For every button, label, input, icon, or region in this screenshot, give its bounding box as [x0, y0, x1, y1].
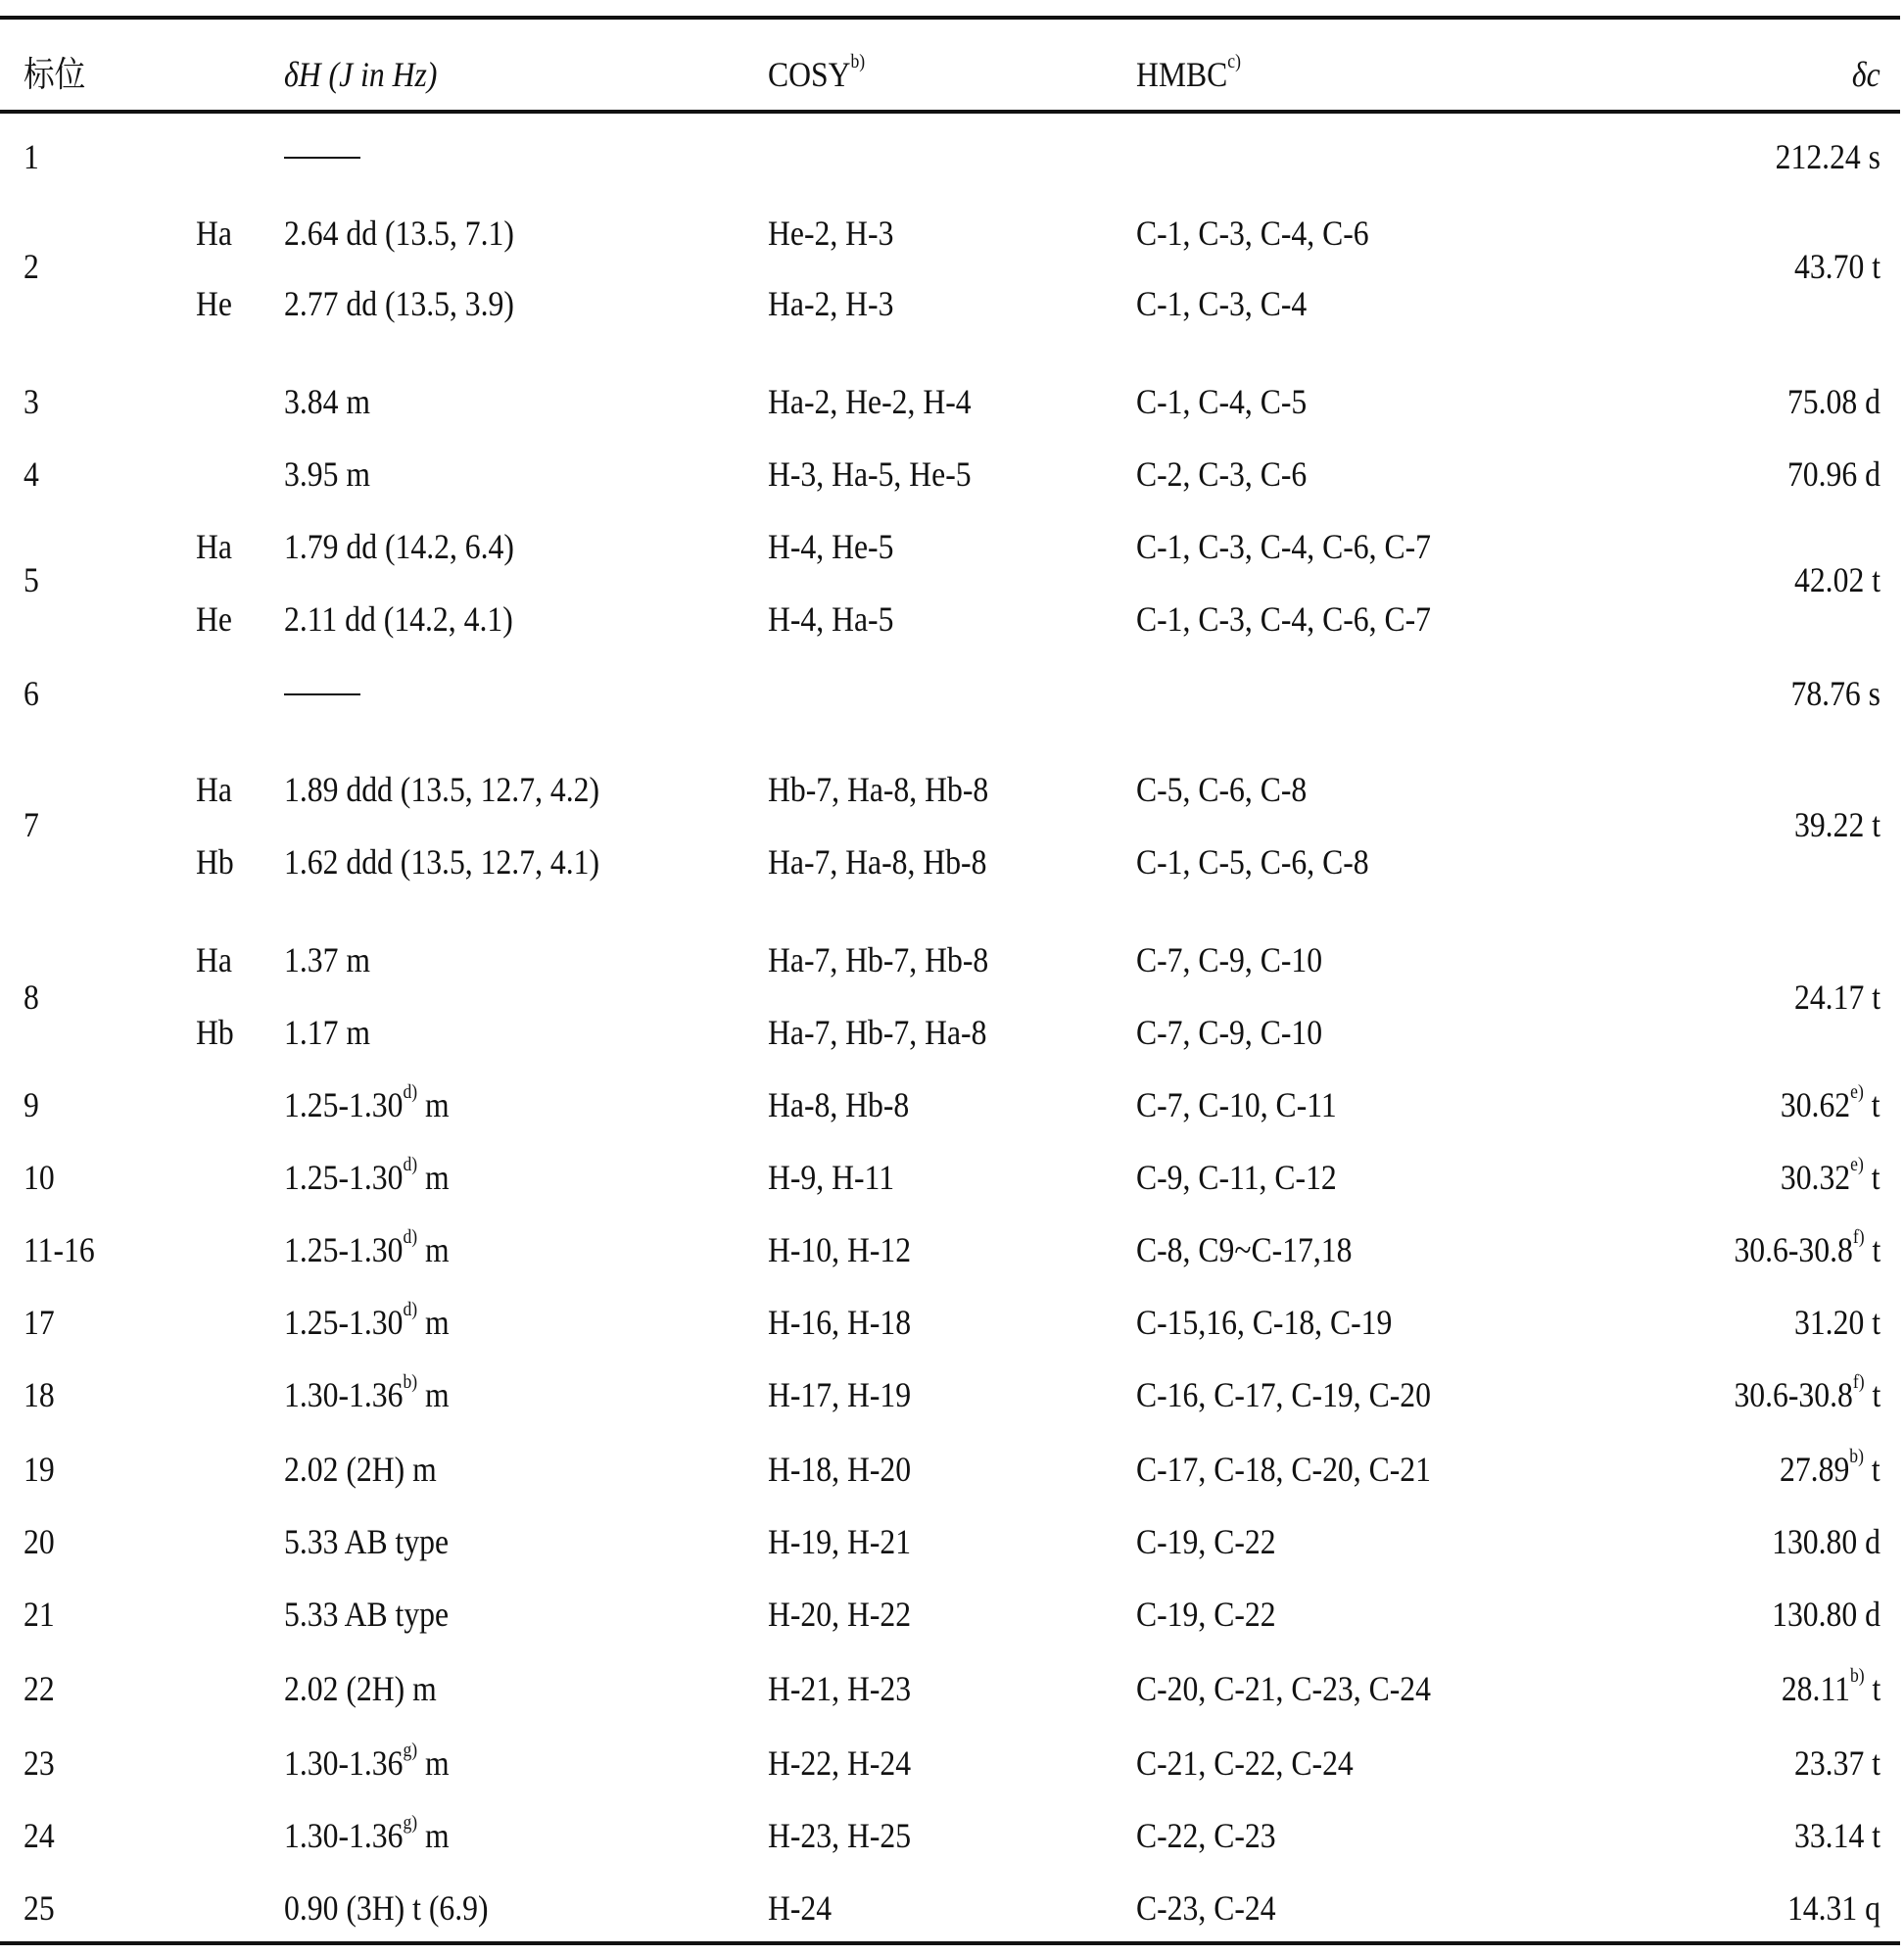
position-cell: 17	[24, 1303, 55, 1342]
delta-h-cell: 1.30-1.36$^{b)}$ m	[284, 1371, 450, 1414]
delta-c-cell: 43.70 t	[1793, 247, 1880, 286]
delta-h-cell: 2.02 (2H) m	[284, 1450, 437, 1489]
delta-h-cell: 1.30-1.36$^{g)}$ m	[284, 1740, 450, 1783]
delta-c-cell: 28.11$^{b)}$ t	[1781, 1665, 1880, 1708]
cosy-cell: Hb-7, Ha-8, Hb-8	[768, 770, 989, 809]
cosy-cell: H-21, H-23	[768, 1669, 912, 1708]
header-rule	[0, 110, 1900, 114]
delta-c-cell: 42.02 t	[1793, 560, 1880, 599]
hmbc-cell: C-19, C-22	[1136, 1595, 1276, 1634]
delta-h-cell: 5.33 AB type	[284, 1522, 450, 1561]
position-cell: 22	[24, 1669, 55, 1708]
delta-c-cell: 70.96 d	[1786, 454, 1880, 494]
hmbc-cell: C-9, C-11, C-12	[1136, 1158, 1337, 1197]
hmbc-cell: C-7, C-10, C-11	[1136, 1085, 1337, 1124]
cosy-cell: H-24	[768, 1888, 833, 1928]
position-cell: 5	[24, 560, 39, 599]
cosy-cell: Ha-7, Hb-7, Ha-8	[768, 1013, 987, 1052]
position-cell: 19	[24, 1450, 55, 1489]
hmbc-cell: C-8, C9~C-17,18	[1136, 1230, 1353, 1269]
hmbc-cell: C-2, C-3, C-6	[1136, 454, 1308, 494]
position-cell: 18	[24, 1375, 55, 1414]
hmbc-cell: C-7, C-9, C-10	[1136, 940, 1323, 979]
proton-label: Hb	[196, 1013, 234, 1052]
hmbc-cell: C-5, C-6, C-8	[1136, 770, 1308, 809]
delta-c-cell: 33.14 t	[1793, 1816, 1880, 1855]
proton-label: Hb	[196, 842, 234, 882]
delta-h-cell: 2.11 dd (14.2, 4.1)	[284, 599, 513, 639]
hmbc-cell: C-16, C-17, C-19, C-20	[1136, 1375, 1431, 1414]
proton-label: Ha	[196, 770, 232, 809]
delta-c-cell: 31.20 t	[1793, 1303, 1880, 1342]
delta-h-cell: 0.90 (3H) t (6.9)	[284, 1888, 489, 1928]
delta-c-cell: 27.89$^{b)}$ t	[1780, 1446, 1880, 1489]
cosy-cell: Ha-7, Hb-7, Hb-8	[768, 940, 989, 979]
proton-label: Ha	[196, 940, 232, 979]
position-cell: 11-16	[24, 1230, 95, 1269]
delta-c-cell: 212.24 s	[1775, 137, 1880, 176]
delta-c-cell: 30.6-30.8$^{f)}$ t	[1734, 1371, 1880, 1414]
delta-h-cell: 2.02 (2H) m	[284, 1669, 437, 1708]
position-cell: 7	[24, 805, 39, 844]
cosy-cell: H-18, H-20	[768, 1450, 912, 1489]
dash	[284, 157, 360, 159]
delta-h-cell: 3.84 m	[284, 382, 371, 421]
delta-c-cell: 30.32$^{e)}$ t	[1781, 1154, 1880, 1197]
hmbc-cell: C-1, C-4, C-5	[1136, 382, 1308, 421]
delta-h-cell: 2.77 dd (13.5, 3.9)	[284, 284, 514, 323]
cosy-cell: H-3, Ha-5, He-5	[768, 454, 972, 494]
delta-h-cell: 1.89 ddd (13.5, 12.7, 4.2)	[284, 770, 600, 809]
delta-c-cell: 78.76 s	[1790, 674, 1880, 713]
proton-label: Ha	[196, 214, 232, 253]
cosy-cell: H-22, H-24	[768, 1743, 912, 1783]
delta-h-cell: 1.37 m	[284, 940, 371, 979]
position-cell: 23	[24, 1743, 55, 1783]
cosy-cell: H-17, H-19	[768, 1375, 912, 1414]
dash	[284, 693, 360, 695]
header-cosy: COSY$^{b)}$	[768, 51, 866, 94]
hmbc-cell: C-1, C-3, C-4, C-6	[1136, 214, 1369, 253]
header-position: 标位	[24, 55, 86, 94]
delta-c-cell: 39.22 t	[1793, 805, 1880, 844]
cosy-cell: Ha-7, Ha-8, Hb-8	[768, 842, 987, 882]
delta-h-cell: 5.33 AB type	[284, 1595, 450, 1634]
delta-h-cell: 1.25-1.30$^{d)}$ m	[284, 1299, 450, 1342]
header-hmbc: HMBC$^{c)}$	[1136, 51, 1241, 94]
hmbc-cell: C-1, C-3, C-4, C-6, C-7	[1136, 527, 1431, 566]
proton-label: Ha	[196, 527, 232, 566]
delta-c-cell: 23.37 t	[1793, 1743, 1880, 1783]
position-cell: 10	[24, 1158, 55, 1197]
hmbc-cell: C-21, C-22, C-24	[1136, 1743, 1354, 1783]
hmbc-cell: C-17, C-18, C-20, C-21	[1136, 1450, 1431, 1489]
top-rule	[0, 16, 1900, 20]
delta-h-cell: 1.62 ddd (13.5, 12.7, 4.1)	[284, 842, 600, 882]
delta-h-cell: 1.25-1.30$^{d)}$ m	[284, 1154, 450, 1197]
delta-c-cell: 75.08 d	[1786, 382, 1880, 421]
delta-h-cell: 1.25-1.30$^{d)}$ m	[284, 1226, 450, 1269]
delta-h-cell: 1.25-1.30$^{d)}$ m	[284, 1081, 450, 1124]
delta-h-cell: 1.79 dd (14.2, 6.4)	[284, 527, 514, 566]
cosy-cell: H-4, He-5	[768, 527, 894, 566]
delta-c-cell: 130.80 d	[1772, 1595, 1880, 1634]
cosy-cell: Ha-2, He-2, H-4	[768, 382, 972, 421]
position-cell: 8	[24, 978, 39, 1017]
hmbc-cell: C-1, C-5, C-6, C-8	[1136, 842, 1369, 882]
hmbc-cell: C-19, C-22	[1136, 1522, 1276, 1561]
delta-h-cell: 1.17 m	[284, 1013, 371, 1052]
position-cell: 4	[24, 454, 39, 494]
cosy-cell: H-16, H-18	[768, 1303, 912, 1342]
header-delta-c: δc	[1852, 55, 1880, 94]
delta-c-cell: 30.6-30.8$^{f)}$ t	[1734, 1226, 1880, 1269]
position-cell: 24	[24, 1816, 55, 1855]
cosy-cell: H-10, H-12	[768, 1230, 912, 1269]
delta-h-cell: 2.64 dd (13.5, 7.1)	[284, 214, 514, 253]
cosy-cell: Ha-2, H-3	[768, 284, 894, 323]
cosy-cell: He-2, H-3	[768, 214, 894, 253]
position-cell: 25	[24, 1888, 55, 1928]
hmbc-cell: C-7, C-9, C-10	[1136, 1013, 1323, 1052]
proton-label: He	[196, 284, 232, 323]
cosy-cell: H-20, H-22	[768, 1595, 912, 1634]
position-cell: 20	[24, 1522, 55, 1561]
delta-c-cell: 14.31 q	[1786, 1888, 1880, 1928]
position-cell: 1	[24, 137, 39, 176]
header-delta-h: δH (J in Hz)	[284, 55, 438, 94]
hmbc-cell: C-22, C-23	[1136, 1816, 1276, 1855]
cosy-cell: H-19, H-21	[768, 1522, 912, 1561]
hmbc-cell: C-15,16, C-18, C-19	[1136, 1303, 1393, 1342]
delta-c-cell: 24.17 t	[1793, 978, 1880, 1017]
hmbc-cell: C-1, C-3, C-4, C-6, C-7	[1136, 599, 1431, 639]
hmbc-cell: C-23, C-24	[1136, 1888, 1276, 1928]
position-cell: 9	[24, 1085, 39, 1124]
position-cell: 21	[24, 1595, 55, 1634]
delta-c-cell: 130.80 d	[1772, 1522, 1880, 1561]
cosy-cell: Ha-8, Hb-8	[768, 1085, 910, 1124]
cosy-cell: H-4, Ha-5	[768, 599, 894, 639]
cosy-cell: H-23, H-25	[768, 1816, 912, 1855]
position-cell: 6	[24, 674, 39, 713]
hmbc-cell: C-20, C-21, C-23, C-24	[1136, 1669, 1431, 1708]
delta-h-cell: 3.95 m	[284, 454, 371, 494]
bottom-rule	[0, 1941, 1900, 1945]
delta-h-cell: 1.30-1.36$^{g)}$ m	[284, 1812, 450, 1855]
proton-label: He	[196, 599, 232, 639]
delta-c-cell: 30.62$^{e)}$ t	[1781, 1081, 1880, 1124]
hmbc-cell: C-1, C-3, C-4	[1136, 284, 1308, 323]
position-cell: 2	[24, 247, 39, 286]
position-cell: 3	[24, 382, 39, 421]
cosy-cell: H-9, H-11	[768, 1158, 895, 1197]
